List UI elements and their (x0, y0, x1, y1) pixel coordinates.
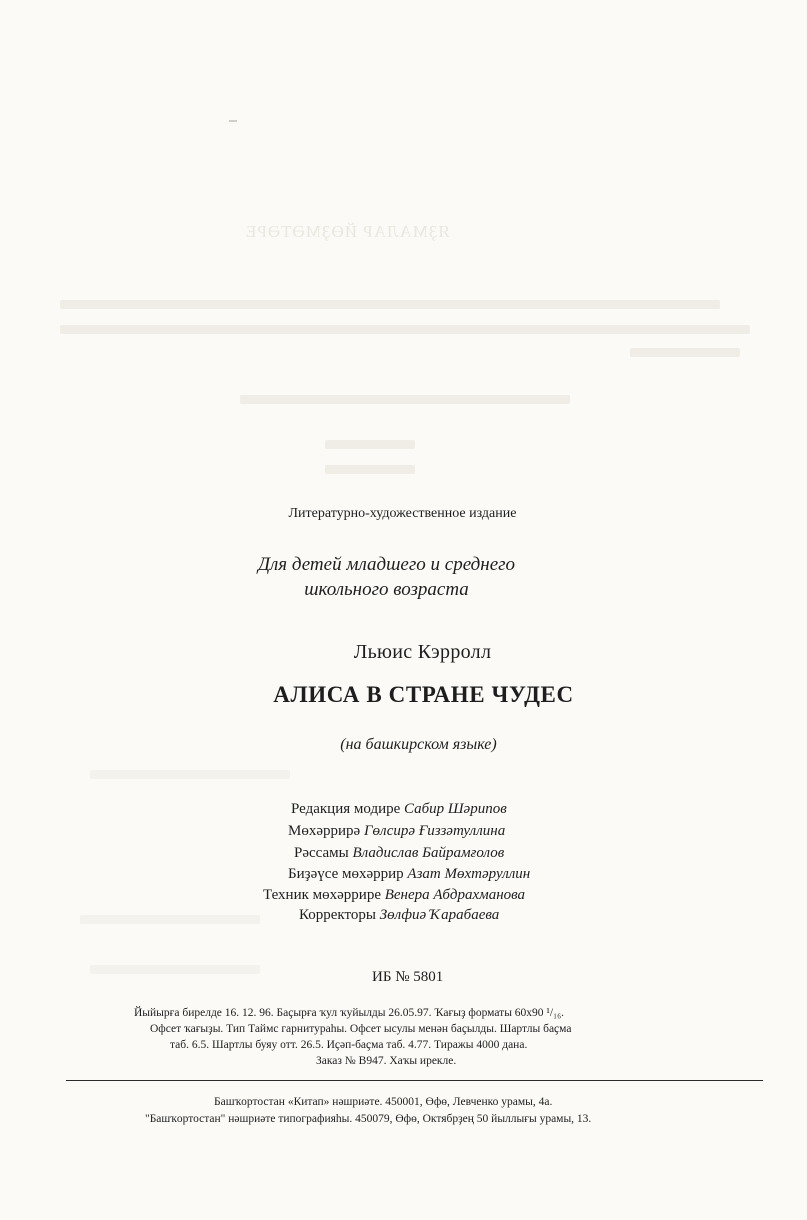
publisher-address: Башҡортостан «Китап» нәшриәте. 450001, Өфө, Левченко урамы, 4а. (214, 1096, 553, 1108)
language-note: (на башкирском языке) (340, 736, 497, 753)
printer-address: "Башҡортостан" нәшриәте типографияһы. 450079, Өфө, Октябрҙең 50 йыллығы урамы, 13. (145, 1113, 592, 1125)
credit-role: Рәссамы (294, 845, 349, 861)
credit-line (288, 823, 505, 840)
bleed-through-line (60, 325, 750, 334)
credit-name: Владислав Байрамғолов (352, 845, 505, 861)
bleed-through-heading: ЯҘМАЛАР ЙӨҘМӘТӘРЕ (245, 222, 450, 241)
credit-role: Мөхәррирә (288, 823, 361, 839)
bleed-through-line (325, 465, 415, 474)
bleed-through-line (90, 965, 260, 974)
audience-line: школьного возраста (304, 579, 469, 600)
imprint-line: Офсет ҡағыҙы. Тип Таймс гарнитураһы. Офсет ысулы менән баҫылды. Шартлы баҫма (150, 1023, 572, 1035)
audience-note (0, 552, 790, 602)
imprint-line: Заказ № В947. Хаҡы ирекле. (316, 1055, 457, 1067)
bleed-through-line (90, 770, 290, 779)
book-title: АЛИСА В СТРАНЕ ЧУДЕС (273, 682, 574, 707)
imprint-line: таб. 6.5. Шартлы буяу отт. 26.5. Иҫәп-баҫма таб. 4.77. Тиражы 4000 дана. (170, 1039, 528, 1051)
credit-name: Азат Мөхтәруллин (407, 866, 531, 882)
bleed-through-line (630, 348, 740, 357)
author-name: Льюис Кэрролл (353, 641, 492, 663)
genre-label: Литературно-художественное издание (288, 506, 517, 521)
credit-line (263, 887, 525, 904)
audience-line: Для детей младшего и среднего (257, 554, 516, 575)
credit-name: Сабир Шәрипов (404, 801, 507, 817)
ib-number: ИБ № 5801 (372, 969, 444, 985)
print-mark (229, 120, 237, 122)
credit-role: Редакция модире (291, 801, 401, 817)
credit-name: Венера Абдрахманова (384, 887, 526, 903)
credit-role: Биҙәүсе мөхәррир (288, 866, 404, 882)
bleed-through-line (240, 395, 570, 404)
bleed-through-line (80, 915, 260, 924)
credit-role: Корректоры (299, 907, 376, 923)
credit-line (291, 801, 507, 818)
credit-line (299, 907, 499, 924)
divider (66, 1080, 763, 1081)
bleed-through-line (60, 300, 720, 309)
bleed-through-line (325, 440, 415, 449)
credit-line (294, 845, 504, 862)
credit-name: Зөлфиә Ҡарабаева (379, 907, 500, 923)
imprint-line: Йыйырға бирелде 16. 12. 96. Баҫырға ҡул ҡуйылды 26.05.97. Ҡағыҙ форматы 60х90 ¹/₁₆. (134, 1007, 564, 1019)
credit-role: Техник мөхәррире (263, 887, 381, 903)
credit-name: Гөлсирә Ғиззәтуллина (363, 823, 506, 839)
credit-line (288, 866, 530, 883)
